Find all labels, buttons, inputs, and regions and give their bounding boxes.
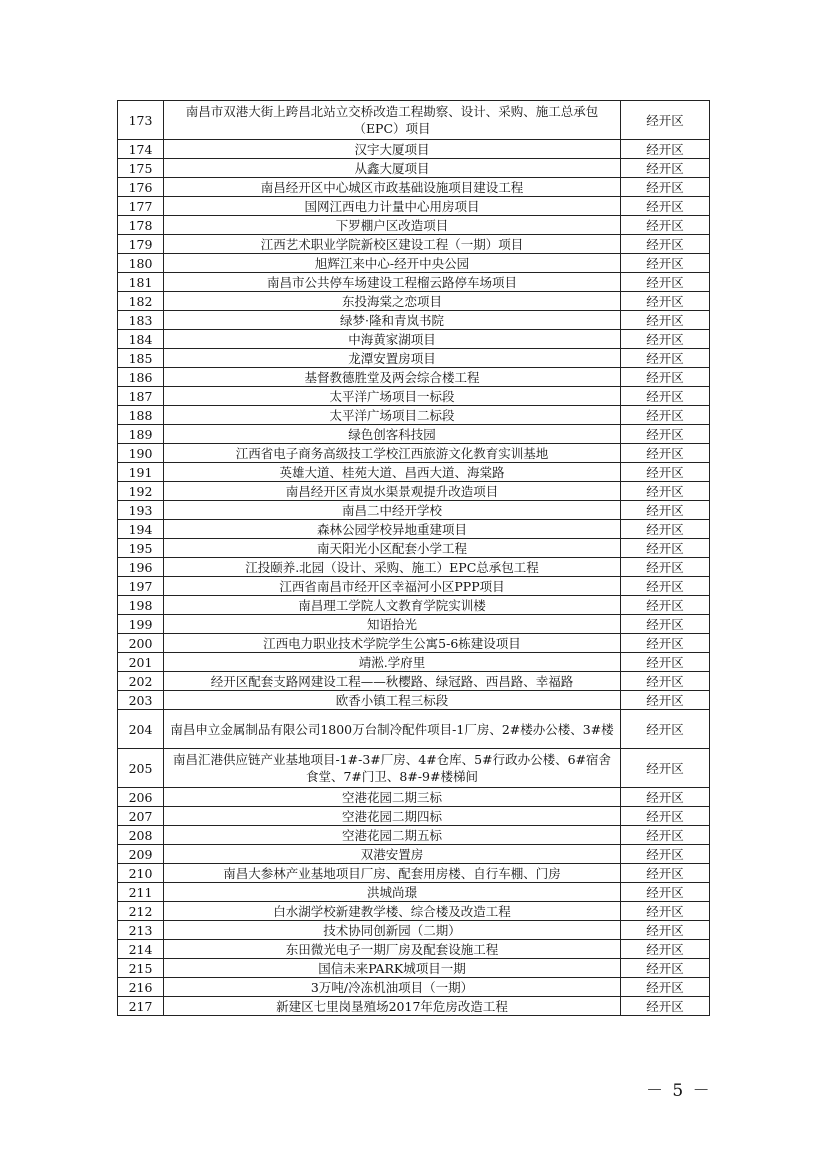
project-name-cell: 经开区配套支路网建设工程——秋樱路、绿冠路、西昌路、幸福路 [164, 672, 621, 691]
table-body [118, 101, 710, 1016]
table-row [118, 558, 710, 577]
row-number-cell: 212 [118, 902, 164, 921]
row-number-cell: 176 [118, 178, 164, 197]
table-row [118, 615, 710, 634]
project-name-cell: 空港花园二期三标 [164, 788, 621, 807]
table-row [118, 368, 710, 387]
project-name-cell: 南昌大参林产业基地项目厂房、配套用房楼、自行车棚、门房 [164, 864, 621, 883]
project-name-cell: 江西电力职业技术学院学生公寓5-6栋建设项目 [164, 634, 621, 653]
table-row [118, 520, 710, 539]
row-number-cell: 179 [118, 235, 164, 254]
row-number-cell: 200 [118, 634, 164, 653]
table-row [118, 178, 710, 197]
table-row [118, 883, 710, 902]
district-cell: 经开区 [621, 997, 710, 1016]
row-number-cell: 186 [118, 368, 164, 387]
row-number-cell: 173 [118, 101, 164, 140]
district-cell: 经开区 [621, 178, 710, 197]
row-number-cell: 216 [118, 978, 164, 997]
row-number-cell: 205 [118, 749, 164, 788]
table-row [118, 902, 710, 921]
table-row [118, 653, 710, 672]
project-name-cell: 南昌申立金属制品有限公司1800万台制冷配件项目-1厂房、2#楼办公楼、3#楼 [164, 710, 621, 749]
district-cell: 经开区 [621, 539, 710, 558]
table-row [118, 425, 710, 444]
table-row [118, 197, 710, 216]
district-cell: 经开区 [621, 749, 710, 788]
row-number-cell: 192 [118, 482, 164, 501]
district-cell: 经开区 [621, 845, 710, 864]
project-name-cell: 森林公园学校异地重建项目 [164, 520, 621, 539]
table-row [118, 691, 710, 710]
project-name-cell: 南天阳光小区配套小学工程 [164, 539, 621, 558]
row-number-cell: 208 [118, 826, 164, 845]
project-name-cell: 南昌理工学院人文教育学院实训楼 [164, 596, 621, 615]
project-name-cell: 江投颐养.北园（设计、采购、施工）EPC总承包工程 [164, 558, 621, 577]
row-number-cell: 194 [118, 520, 164, 539]
row-number-cell: 202 [118, 672, 164, 691]
district-cell: 经开区 [621, 254, 710, 273]
project-name-cell: 欧香小镇工程三标段 [164, 691, 621, 710]
district-cell: 经开区 [621, 311, 710, 330]
row-number-cell: 190 [118, 444, 164, 463]
table-row [118, 482, 710, 501]
table-row [118, 672, 710, 691]
row-number-cell: 215 [118, 959, 164, 978]
table-row [118, 845, 710, 864]
district-cell: 经开区 [621, 235, 710, 254]
table-row [118, 330, 710, 349]
district-cell: 经开区 [621, 292, 710, 311]
project-name-cell: 英雄大道、桂苑大道、昌西大道、海棠路 [164, 463, 621, 482]
district-cell: 经开区 [621, 463, 710, 482]
table-row [118, 501, 710, 520]
row-number-cell: 189 [118, 425, 164, 444]
project-name-cell: 白水湖学校新建教学楼、综合楼及改造工程 [164, 902, 621, 921]
district-cell: 经开区 [621, 921, 710, 940]
district-cell: 经开区 [621, 577, 710, 596]
table-row [118, 826, 710, 845]
page-number: － 5 － [646, 1081, 712, 1101]
table-row [118, 444, 710, 463]
project-name-cell: 旭辉江来中心-经开中央公园 [164, 254, 621, 273]
district-cell: 经开区 [621, 940, 710, 959]
project-name-cell: 中海黄家湖项目 [164, 330, 621, 349]
table-row [118, 311, 710, 330]
district-cell: 经开区 [621, 101, 710, 140]
project-name-cell: 空港花园二期五标 [164, 826, 621, 845]
district-cell: 经开区 [621, 807, 710, 826]
district-cell: 经开区 [621, 273, 710, 292]
district-cell: 经开区 [621, 501, 710, 520]
project-name-cell: 基督教德胜堂及两会综合楼工程 [164, 368, 621, 387]
table-row [118, 940, 710, 959]
row-number-cell: 217 [118, 997, 164, 1016]
district-cell: 经开区 [621, 140, 710, 159]
table-row [118, 159, 710, 178]
table-row [118, 216, 710, 235]
project-name-cell: 靖淞.学府里 [164, 653, 621, 672]
row-number-cell: 191 [118, 463, 164, 482]
table-row [118, 463, 710, 482]
project-name-cell: 南昌市双港大街上跨昌北站立交桥改造工程勘察、设计、采购、施工总承包（EPC）项目 [164, 101, 621, 140]
project-name-cell: 南昌经开区青岚水渠景观提升改造项目 [164, 482, 621, 501]
district-cell: 经开区 [621, 672, 710, 691]
row-number-cell: 183 [118, 311, 164, 330]
project-name-cell: 太平洋广场项目二标段 [164, 406, 621, 425]
project-name-cell: 新建区七里岗垦殖场2017年危房改造工程 [164, 997, 621, 1016]
district-cell: 经开区 [621, 615, 710, 634]
row-number-cell: 211 [118, 883, 164, 902]
district-cell: 经开区 [621, 330, 710, 349]
row-number-cell: 180 [118, 254, 164, 273]
table-row [118, 959, 710, 978]
project-name-cell: 绿梦·隆和青岚书院 [164, 311, 621, 330]
project-name-cell: 空港花园二期四标 [164, 807, 621, 826]
row-number-cell: 207 [118, 807, 164, 826]
project-name-cell: 汉宇大厦项目 [164, 140, 621, 159]
row-number-cell: 185 [118, 349, 164, 368]
row-number-cell: 175 [118, 159, 164, 178]
district-cell: 经开区 [621, 959, 710, 978]
project-name-cell: 江西省电子商务高级技工学校江西旅游文化教育实训基地 [164, 444, 621, 463]
row-number-cell: 197 [118, 577, 164, 596]
table-row [118, 273, 710, 292]
table-row [118, 577, 710, 596]
row-number-cell: 196 [118, 558, 164, 577]
row-number-cell: 204 [118, 710, 164, 749]
district-cell: 经开区 [621, 406, 710, 425]
row-number-cell: 178 [118, 216, 164, 235]
district-cell: 经开区 [621, 788, 710, 807]
project-name-cell: 南昌汇港供应链产业基地项目-1#-3#厂房、4#仓库、5#行政办公楼、6#宿舍食堂、7#门卫、8#-9#楼梯间 [164, 749, 621, 788]
project-name-cell: 江西省南昌市经开区幸福河小区PPP项目 [164, 577, 621, 596]
project-name-cell: 双港安置房 [164, 845, 621, 864]
row-number-cell: 193 [118, 501, 164, 520]
project-name-cell: 南昌市公共停车场建设工程榴云路停车场项目 [164, 273, 621, 292]
project-name-cell: 知语拾光 [164, 615, 621, 634]
table-row [118, 406, 710, 425]
district-cell: 经开区 [621, 349, 710, 368]
row-number-cell: 182 [118, 292, 164, 311]
district-cell: 经开区 [621, 653, 710, 672]
table-row [118, 140, 710, 159]
row-number-cell: 184 [118, 330, 164, 349]
table-row [118, 596, 710, 615]
project-name-cell: 国信未来PARK城项目一期 [164, 959, 621, 978]
table-row [118, 292, 710, 311]
table-row [118, 997, 710, 1016]
table-row [118, 807, 710, 826]
project-name-cell: 东投海棠之恋项目 [164, 292, 621, 311]
row-number-cell: 177 [118, 197, 164, 216]
table-row [118, 235, 710, 254]
row-number-cell: 214 [118, 940, 164, 959]
project-name-cell: 南昌经开区中心城区市政基础设施项目建设工程 [164, 178, 621, 197]
project-name-cell: 南昌二中经开学校 [164, 501, 621, 520]
table-row [118, 864, 710, 883]
row-number-cell: 174 [118, 140, 164, 159]
project-name-cell: 绿色创客科技园 [164, 425, 621, 444]
district-cell: 经开区 [621, 425, 710, 444]
district-cell: 经开区 [621, 482, 710, 501]
district-cell: 经开区 [621, 387, 710, 406]
table-row [118, 921, 710, 940]
row-number-cell: 187 [118, 387, 164, 406]
district-cell: 经开区 [621, 520, 710, 539]
district-cell: 经开区 [621, 883, 710, 902]
district-cell: 经开区 [621, 634, 710, 653]
district-cell: 经开区 [621, 596, 710, 615]
project-name-cell: 技术协同创新园（二期） [164, 921, 621, 940]
table-row [118, 788, 710, 807]
district-cell: 经开区 [621, 691, 710, 710]
table-row [118, 387, 710, 406]
project-name-cell: 太平洋广场项目一标段 [164, 387, 621, 406]
row-number-cell: 203 [118, 691, 164, 710]
project-name-cell: 从鑫大厦项目 [164, 159, 621, 178]
project-list-table [117, 100, 710, 1016]
table-row [118, 254, 710, 273]
district-cell: 经开区 [621, 558, 710, 577]
table-row [118, 101, 710, 140]
table-row [118, 978, 710, 997]
project-name-cell: 东田微光电子一期厂房及配套设施工程 [164, 940, 621, 959]
row-number-cell: 188 [118, 406, 164, 425]
district-cell: 经开区 [621, 197, 710, 216]
project-name-cell: 江西艺术职业学院新校区建设工程（一期）项目 [164, 235, 621, 254]
project-name-cell: 龙潭安置房项目 [164, 349, 621, 368]
district-cell: 经开区 [621, 826, 710, 845]
row-number-cell: 206 [118, 788, 164, 807]
district-cell: 经开区 [621, 864, 710, 883]
district-cell: 经开区 [621, 710, 710, 749]
row-number-cell: 213 [118, 921, 164, 940]
table-row [118, 539, 710, 558]
district-cell: 经开区 [621, 216, 710, 235]
project-name-cell: 下罗棚户区改造项目 [164, 216, 621, 235]
district-cell: 经开区 [621, 902, 710, 921]
district-cell: 经开区 [621, 368, 710, 387]
project-name-cell: 3万吨/冷冻机油项目（一期） [164, 978, 621, 997]
row-number-cell: 210 [118, 864, 164, 883]
row-number-cell: 195 [118, 539, 164, 558]
table-row [118, 349, 710, 368]
row-number-cell: 199 [118, 615, 164, 634]
district-cell: 经开区 [621, 159, 710, 178]
row-number-cell: 198 [118, 596, 164, 615]
project-name-cell: 洪城尚璟 [164, 883, 621, 902]
project-name-cell: 国网江西电力计量中心用房项目 [164, 197, 621, 216]
table-row [118, 749, 710, 788]
table-row [118, 710, 710, 749]
district-cell: 经开区 [621, 444, 710, 463]
row-number-cell: 201 [118, 653, 164, 672]
row-number-cell: 181 [118, 273, 164, 292]
row-number-cell: 209 [118, 845, 164, 864]
table-row [118, 634, 710, 653]
district-cell: 经开区 [621, 978, 710, 997]
